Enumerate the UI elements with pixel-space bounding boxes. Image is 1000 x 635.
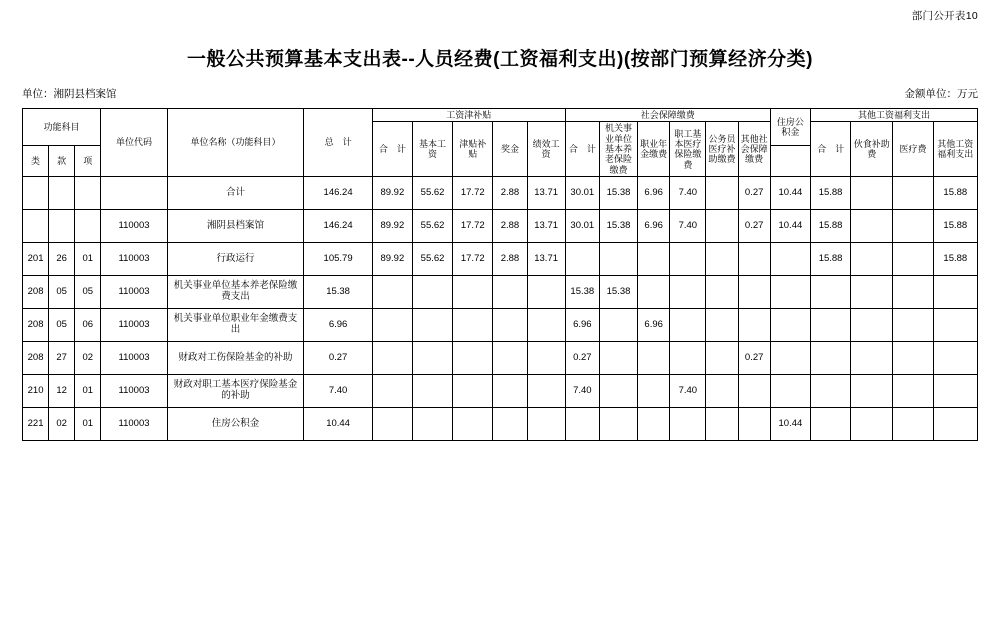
cell-pension: [599, 408, 637, 441]
cell-pension: [599, 243, 637, 276]
header-unit-name: 单位名称（功能科目）: [167, 109, 304, 177]
cell-salary-total: [372, 408, 412, 441]
cell-unit-code: 110003: [101, 309, 167, 342]
cell-kuan: [49, 177, 75, 210]
header-medical-fee: 医疗费: [893, 122, 933, 177]
meta-row: [22, 86, 978, 101]
cell-other-total: [810, 309, 850, 342]
cell-total: 7.40: [304, 375, 372, 408]
cell-performance-salary: 13.71: [527, 210, 565, 243]
header-food-subsidy: 伙食补助费: [851, 122, 893, 177]
cell-medical-insurance: [670, 276, 706, 309]
cell-other-social: [738, 276, 770, 309]
cell-housing-fund: 10.44: [770, 408, 810, 441]
cell-medical-insurance: 7.40: [670, 177, 706, 210]
cell-occupational-annuity: [638, 342, 670, 375]
unit-label: 单位：湘阴县档案馆: [22, 88, 117, 100]
cell-medical-insurance: 7.40: [670, 210, 706, 243]
cell-medical-insurance: 7.40: [670, 375, 706, 408]
cell-food-subsidy: [851, 309, 893, 342]
cell-unit-name: 行政运行: [167, 243, 304, 276]
cell-salary-total: [372, 375, 412, 408]
cell-housing-fund: [770, 342, 810, 375]
cell-total: 105.79: [304, 243, 372, 276]
cell-unit-name: 湘阴县档案馆: [167, 210, 304, 243]
cell-social-total: 7.40: [565, 375, 599, 408]
cell-unit-code: 110003: [101, 276, 167, 309]
header-social-insurance: 社会保障缴费: [565, 109, 770, 122]
cell-civil-servant-medical: [706, 177, 738, 210]
cell-kuan: 05: [49, 309, 75, 342]
header-pension: 机关事业单位基本养老保险缴费: [599, 122, 637, 177]
cell-performance-salary: [527, 375, 565, 408]
cell-other-welfare-expense: [933, 276, 977, 309]
cell-housing-fund: 10.44: [770, 210, 810, 243]
cell-kuan: 27: [49, 342, 75, 375]
cell-civil-servant-medical: [706, 375, 738, 408]
table-row: [23, 342, 978, 375]
cell-other-social: 0.27: [738, 177, 770, 210]
cell-allowance: [453, 375, 493, 408]
cell-food-subsidy: [851, 210, 893, 243]
cell-unit-code: 110003: [101, 342, 167, 375]
cell-basic-salary: [412, 408, 452, 441]
cell-other-total: [810, 342, 850, 375]
cell-food-subsidy: [851, 243, 893, 276]
cell-lei: 201: [23, 243, 49, 276]
table-row: [23, 276, 978, 309]
table-row: [23, 210, 978, 243]
cell-salary-total: 89.92: [372, 177, 412, 210]
amount-unit-label: 金额单位：万元: [904, 88, 978, 100]
cell-allowance: [453, 309, 493, 342]
cell-housing-fund: [770, 375, 810, 408]
cell-bonus: [493, 309, 527, 342]
cell-medical-insurance: [670, 309, 706, 342]
cell-salary-total: [372, 309, 412, 342]
cell-xiang: 01: [75, 243, 101, 276]
cell-occupational-annuity: 6.96: [638, 309, 670, 342]
cell-unit-code: [101, 177, 167, 210]
cell-housing-fund: [770, 243, 810, 276]
cell-bonus: 2.88: [493, 210, 527, 243]
cell-basic-salary: 55.62: [412, 210, 452, 243]
cell-social-total: [565, 243, 599, 276]
cell-other-welfare-expense: [933, 309, 977, 342]
cell-medical-fee: [893, 177, 933, 210]
cell-medical-insurance: [670, 243, 706, 276]
cell-lei: 208: [23, 309, 49, 342]
cell-xiang: [75, 177, 101, 210]
cell-performance-salary: 13.71: [527, 177, 565, 210]
cell-bonus: [493, 375, 527, 408]
cell-unit-code: 110003: [101, 408, 167, 441]
header-occupational-annuity: 职业年金缴费: [638, 122, 670, 177]
header-civil-servant-medical: 公务员医疗补助缴费: [706, 122, 738, 177]
cell-occupational-annuity: [638, 243, 670, 276]
cell-xiang: [75, 210, 101, 243]
cell-kuan: 05: [49, 276, 75, 309]
header-lei: 类: [23, 146, 49, 177]
cell-food-subsidy: [851, 342, 893, 375]
cell-medical-insurance: [670, 408, 706, 441]
table-header: [23, 109, 978, 177]
cell-civil-servant-medical: [706, 342, 738, 375]
cell-performance-salary: [527, 408, 565, 441]
cell-pension: [599, 342, 637, 375]
cell-other-welfare-expense: [933, 375, 977, 408]
cell-medical-fee: [893, 375, 933, 408]
header-row-1: [23, 109, 978, 122]
cell-xiang: 01: [75, 375, 101, 408]
cell-unit-code: 110003: [101, 243, 167, 276]
cell-civil-servant-medical: [706, 276, 738, 309]
cell-allowance: 17.72: [453, 210, 493, 243]
cell-kuan: [49, 210, 75, 243]
cell-other-social: [738, 408, 770, 441]
cell-total: 0.27: [304, 342, 372, 375]
cell-civil-servant-medical: [706, 210, 738, 243]
cell-allowance: 17.72: [453, 177, 493, 210]
cell-other-social: [738, 309, 770, 342]
cell-basic-salary: [412, 375, 452, 408]
header-other-total: 合 计: [810, 122, 850, 177]
cell-total: 15.38: [304, 276, 372, 309]
cell-allowance: [453, 408, 493, 441]
cell-occupational-annuity: [638, 276, 670, 309]
cell-salary-total: 89.92: [372, 210, 412, 243]
header-other-welfare-expense: 其他工资福利支出: [933, 122, 977, 177]
cell-xiang: 06: [75, 309, 101, 342]
cell-medical-insurance: [670, 342, 706, 375]
budget-table: [22, 108, 978, 441]
cell-bonus: 2.88: [493, 177, 527, 210]
cell-pension: 15.38: [599, 276, 637, 309]
cell-xiang: 05: [75, 276, 101, 309]
cell-bonus: [493, 408, 527, 441]
cell-total: 146.24: [304, 177, 372, 210]
header-social-total: 合 计: [565, 122, 599, 177]
cell-total: 6.96: [304, 309, 372, 342]
cell-other-welfare-expense: [933, 408, 977, 441]
header-function-subject: 功能科目: [23, 109, 101, 146]
cell-medical-fee: [893, 210, 933, 243]
cell-medical-fee: [893, 342, 933, 375]
cell-food-subsidy: [851, 408, 893, 441]
cell-allowance: [453, 342, 493, 375]
cell-lei: 208: [23, 276, 49, 309]
header-basic-salary: 基本工资: [412, 122, 452, 177]
cell-basic-salary: [412, 309, 452, 342]
table-row: [23, 375, 978, 408]
cell-occupational-annuity: [638, 408, 670, 441]
cell-unit-name: 住房公积金: [167, 408, 304, 441]
cell-other-social: [738, 375, 770, 408]
cell-salary-total: [372, 276, 412, 309]
cell-pension: [599, 309, 637, 342]
cell-social-total: [565, 408, 599, 441]
cell-performance-salary: [527, 342, 565, 375]
form-code-label: 部门公开表10: [911, 10, 978, 22]
cell-bonus: [493, 276, 527, 309]
header-kuan: 款: [49, 146, 75, 177]
table-body: [23, 177, 978, 441]
cell-basic-salary: 55.62: [412, 243, 452, 276]
cell-bonus: [493, 342, 527, 375]
cell-housing-fund: 10.44: [770, 177, 810, 210]
cell-housing-fund: [770, 309, 810, 342]
cell-food-subsidy: [851, 375, 893, 408]
header-other-welfare: 其他工资福利支出: [810, 109, 977, 122]
cell-unit-code: 110003: [101, 375, 167, 408]
table-row: [23, 243, 978, 276]
cell-basic-salary: 55.62: [412, 177, 452, 210]
cell-salary-total: 89.92: [372, 243, 412, 276]
cell-xiang: 02: [75, 342, 101, 375]
cell-social-total: 0.27: [565, 342, 599, 375]
cell-other-welfare-expense: 15.88: [933, 177, 977, 210]
cell-pension: 15.38: [599, 177, 637, 210]
cell-basic-salary: [412, 342, 452, 375]
cell-allowance: [453, 276, 493, 309]
cell-housing-fund: [770, 276, 810, 309]
cell-salary-total: [372, 342, 412, 375]
table-row: [23, 177, 978, 210]
cell-kuan: 02: [49, 408, 75, 441]
cell-performance-salary: [527, 276, 565, 309]
cell-unit-name: 机关事业单位职业年金缴费支出: [167, 309, 304, 342]
cell-unit-code: 110003: [101, 210, 167, 243]
cell-lei: [23, 177, 49, 210]
cell-basic-salary: [412, 276, 452, 309]
cell-lei: 208: [23, 342, 49, 375]
cell-other-welfare-expense: 15.88: [933, 243, 977, 276]
cell-other-welfare-expense: 15.88: [933, 210, 977, 243]
cell-lei: [23, 210, 49, 243]
header-xiang: 项: [75, 146, 101, 177]
cell-occupational-annuity: 6.96: [638, 177, 670, 210]
header-housing-fund: 住房公积金: [770, 109, 810, 146]
cell-bonus: 2.88: [493, 243, 527, 276]
cell-civil-servant-medical: [706, 309, 738, 342]
cell-xiang: 01: [75, 408, 101, 441]
cell-medical-fee: [893, 309, 933, 342]
cell-total: 146.24: [304, 210, 372, 243]
cell-kuan: 26: [49, 243, 75, 276]
cell-pension: 15.38: [599, 210, 637, 243]
page-title: 一般公共预算基本支出表--人员经费(工资福利支出)(按部门预算经济分类): [187, 49, 813, 70]
cell-other-social: 0.27: [738, 210, 770, 243]
table-row: [23, 309, 978, 342]
cell-lei: 221: [23, 408, 49, 441]
cell-social-total: 6.96: [565, 309, 599, 342]
cell-social-total: 30.01: [565, 210, 599, 243]
cell-medical-fee: [893, 243, 933, 276]
header-housing-fund-sub: [770, 146, 810, 177]
table-row: [23, 408, 978, 441]
header-unit-code: 单位代码: [101, 109, 167, 177]
cell-unit-name: 机关事业单位基本养老保险缴费支出: [167, 276, 304, 309]
cell-lei: 210: [23, 375, 49, 408]
header-total: 总 计: [304, 109, 372, 177]
cell-occupational-annuity: [638, 375, 670, 408]
cell-allowance: 17.72: [453, 243, 493, 276]
cell-social-total: 15.38: [565, 276, 599, 309]
cell-unit-name: 合计: [167, 177, 304, 210]
cell-medical-fee: [893, 408, 933, 441]
cell-unit-name: 财政对职工基本医疗保险基金的补助: [167, 375, 304, 408]
cell-other-social: 0.27: [738, 342, 770, 375]
cell-unit-name: 财政对工伤保险基金的补助: [167, 342, 304, 375]
cell-civil-servant-medical: [706, 408, 738, 441]
cell-other-total: [810, 276, 850, 309]
cell-kuan: 12: [49, 375, 75, 408]
cell-occupational-annuity: 6.96: [638, 210, 670, 243]
header-salary-allowance: 工资津补贴: [372, 109, 565, 122]
header-other-social: 其他社会保障缴费: [738, 122, 770, 177]
cell-performance-salary: 13.71: [527, 243, 565, 276]
cell-other-total: [810, 408, 850, 441]
cell-food-subsidy: [851, 276, 893, 309]
cell-other-total: [810, 375, 850, 408]
cell-pension: [599, 375, 637, 408]
cell-civil-servant-medical: [706, 243, 738, 276]
cell-other-social: [738, 243, 770, 276]
header-performance-salary: 绩效工资: [527, 122, 565, 177]
cell-other-total: 15.88: [810, 210, 850, 243]
cell-other-total: 15.88: [810, 243, 850, 276]
header-medical-insurance: 职工基本医疗保险缴费: [670, 122, 706, 177]
cell-other-welfare-expense: [933, 342, 977, 375]
header-salary-total: 合 计: [372, 122, 412, 177]
cell-food-subsidy: [851, 177, 893, 210]
header-bonus: 奖金: [493, 122, 527, 177]
cell-other-total: 15.88: [810, 177, 850, 210]
cell-social-total: 30.01: [565, 177, 599, 210]
cell-medical-fee: [893, 276, 933, 309]
cell-total: 10.44: [304, 408, 372, 441]
cell-performance-salary: [527, 309, 565, 342]
header-allowance: 津贴补贴: [453, 122, 493, 177]
